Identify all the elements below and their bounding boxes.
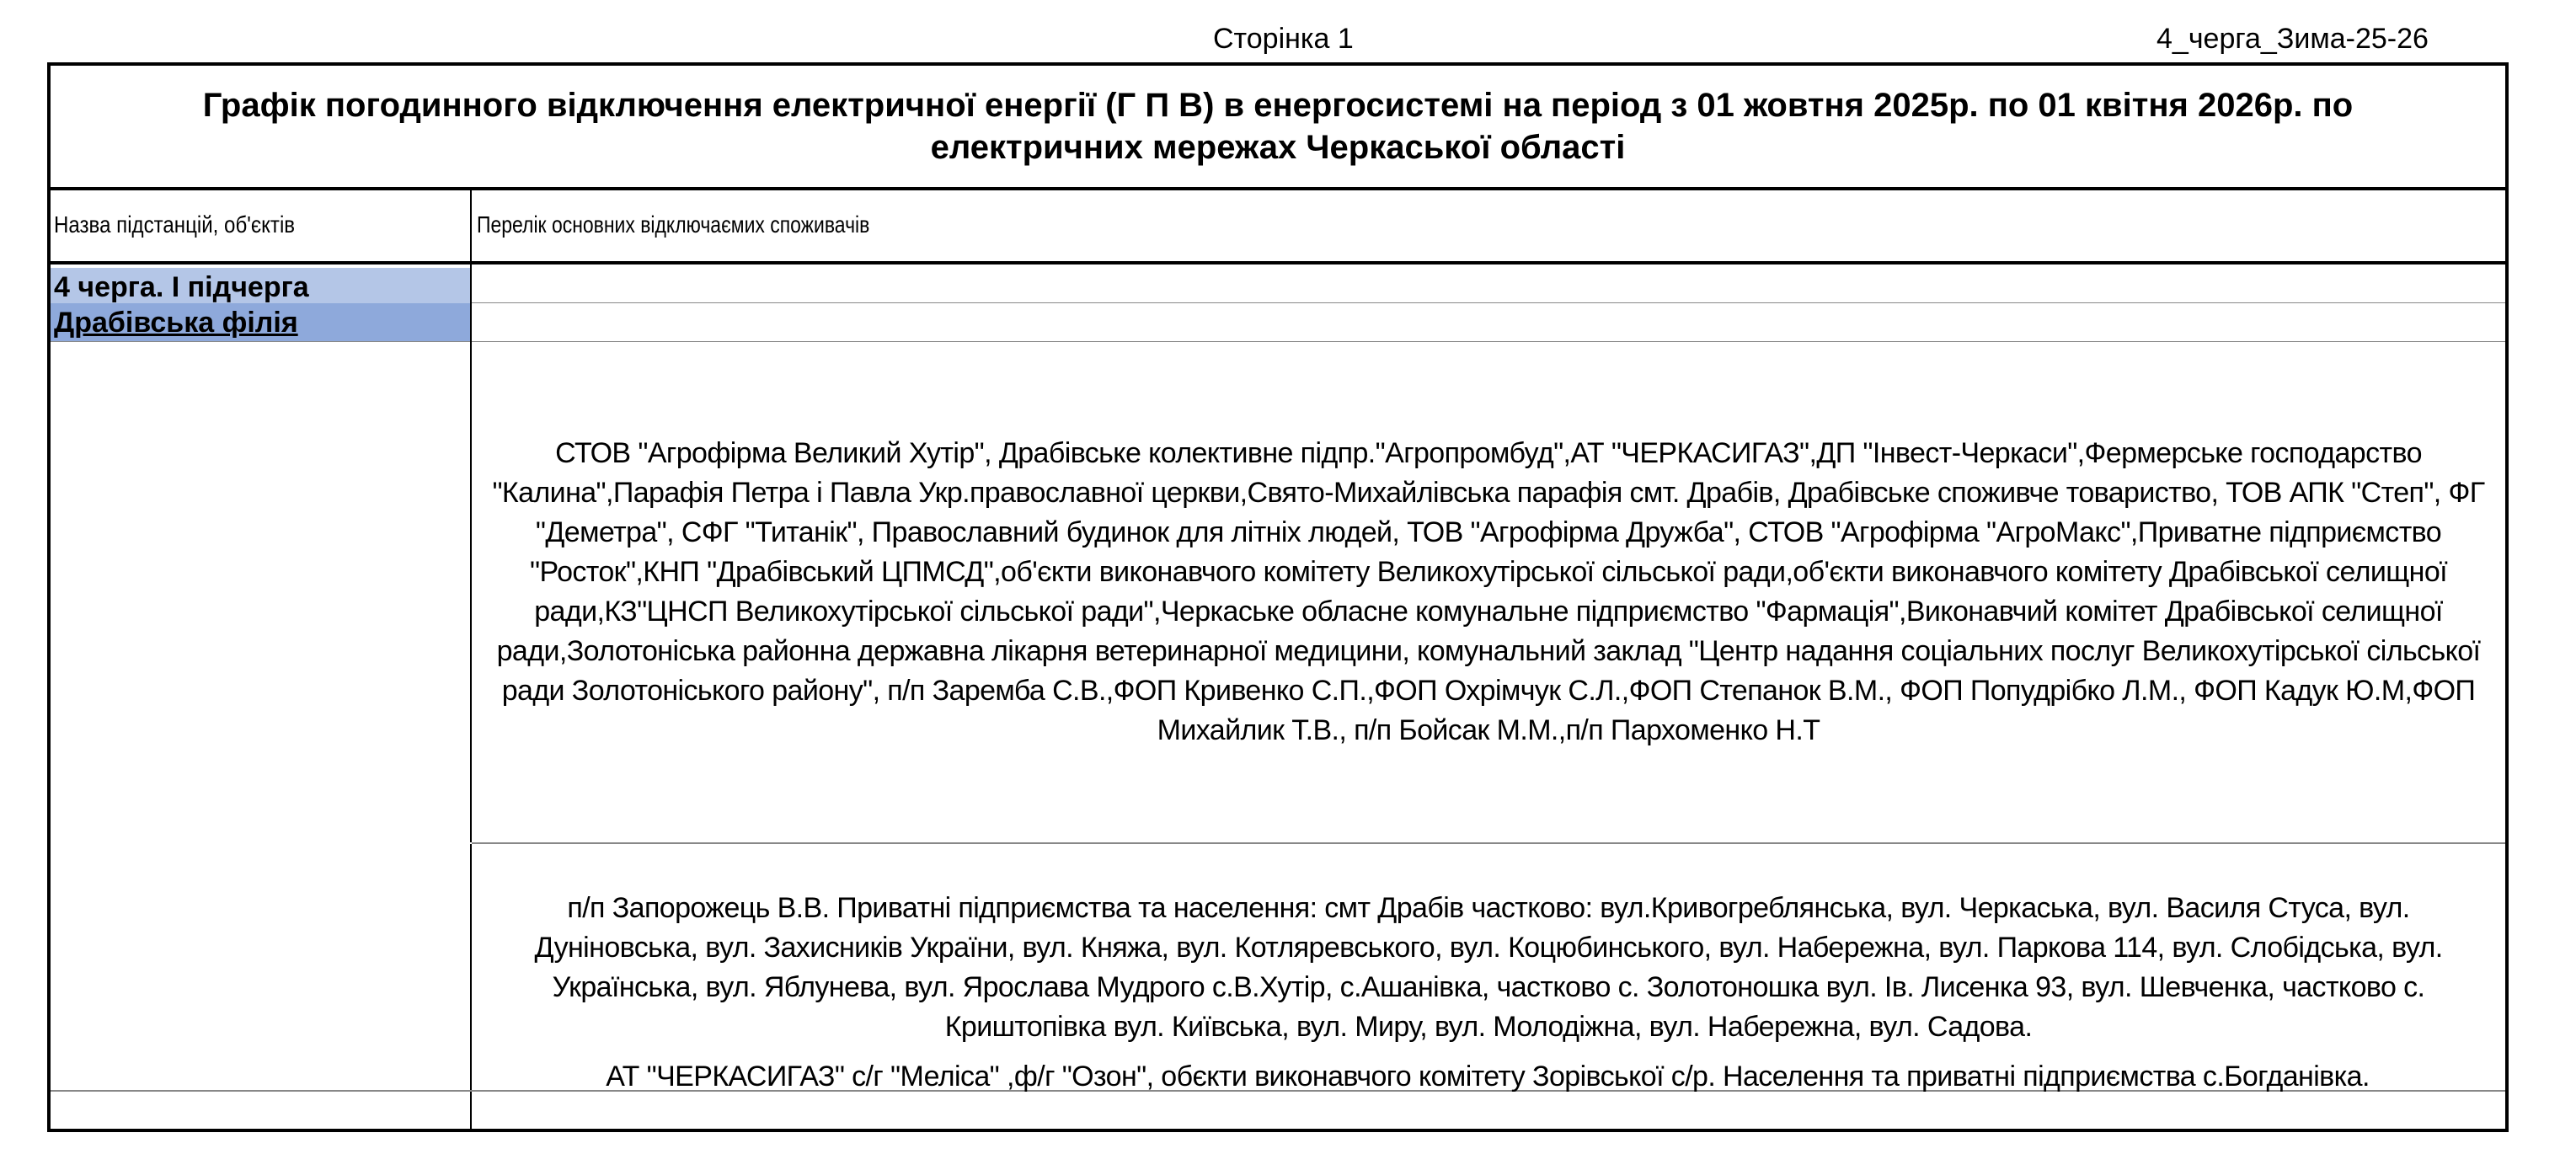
document-title — [51, 66, 2505, 190]
consumer-list: п/п Запорожець В.В. Приватні підприємства та населення: смт Драбів частково: вул.Кривогреблянська, вул. Черкаська, вул. Василя Стуса, вул. Дуніновська, вул. Захисників України, вул. Княжа, вул. Котляревського, вул. Коцюбинського, вул. Набережна, вул. Паркова 114, вул. Слобідська, вул. Українська, вул. Яблунева, вул. Ярослава Мудрого с.В.Хутір, с.Ашанівка, частково с. Золотоношка вул. Ів. Лисенка 93, вул. Шевченка, частково с. Криштопівка вул. Київська, вул. Миру, вул. Молодіжна, вул. Набережна, вул. Садова. — [534, 892, 2443, 1043]
column-divider — [470, 190, 472, 261]
consumer-row-last — [47, 1024, 2509, 1132]
branch-label: Драбівська філія — [51, 303, 470, 341]
column-header-consumers: Перелік основних відключаємих споживачів — [477, 211, 870, 238]
title-line-1: Графік погодинного відключення електричної енергії (Г П В) в енергосистемі на період з 01 жовтня 2025р. по 01 квітня 2026р. по — [202, 87, 2354, 124]
schedule-table — [47, 62, 2509, 1132]
consumer-row — [51, 342, 2505, 842]
column-header-objects: Назва підстанцій, об'єктів — [54, 211, 296, 238]
column-header-row — [51, 190, 2505, 264]
branch-group-row — [51, 303, 2505, 342]
column-divider — [470, 264, 472, 303]
consumer-list: СТОВ "Агрофірма Великий Хутір", Драбівське колективне підпр."Агропромбуд",АТ "ЧЕРКАСИГАЗ",ДП "Інвест-Черкаси",Фермерське господарство "Калина",Парафія Петра і Павла Укр.православної церкви,Свято-Михайлівська парафія смт. Драбів, Драбівське споживче товариство, ТОВ АПК "Степ", ФГ "Деметра", СФГ "Титанік", Православний будинок для літніх людей, ТОВ "Агрофірма Дружба", СТОВ "Агрофірма "АгроМакс",Приватне підприємство "Росток",КНП "Драбівський ЦПМСД",об'єкти виконавчого комітету Великохутірської сільської ради,об'єкти виконавчого комітету Драбівської селищної ради,КЗ"ЦНСП Великохутірської сільської ради",Черкаське обласне комунальне підприємство "Фармація",Виконавчий комітет Драбівської селищної ради,Золотоніська районна державна лікарня ветеринарної медицини, комунальний заклад "Центр надання соціальних послуг Великохутірської сільської ради Золотоніського району", п/п Заремба С.В.,ФОП Кривенко С.П.,ФОП Охрімчук С.Л.,ФОП Степанок В.М., ФОП Попудрібко Л.М., ФОП Кадук Ю.М,ФОП Михайлик Т.В., п/п Бойсак М.М.,п/п Пархоменко Н.Т — [492, 437, 2485, 746]
title-line-2: електричних мережах Черкаської області — [930, 129, 1626, 166]
sheet-name: 4_черга_Зима-25-26 — [2156, 23, 2429, 55]
queue-label: 4 черга. І підчерга — [51, 268, 470, 307]
column-divider — [470, 303, 472, 342]
page-number: Сторінка 1 — [1213, 23, 1354, 55]
consumer-list: АТ "ЧЕРКАСИГАЗ" с/г "Меліса" ,ф/г "Озон", обєкти виконавчого комітету Зорівської с/р. Населення та приватні підприємства с.Богданівка. — [606, 1061, 2370, 1093]
queue-group-row — [51, 264, 2505, 303]
